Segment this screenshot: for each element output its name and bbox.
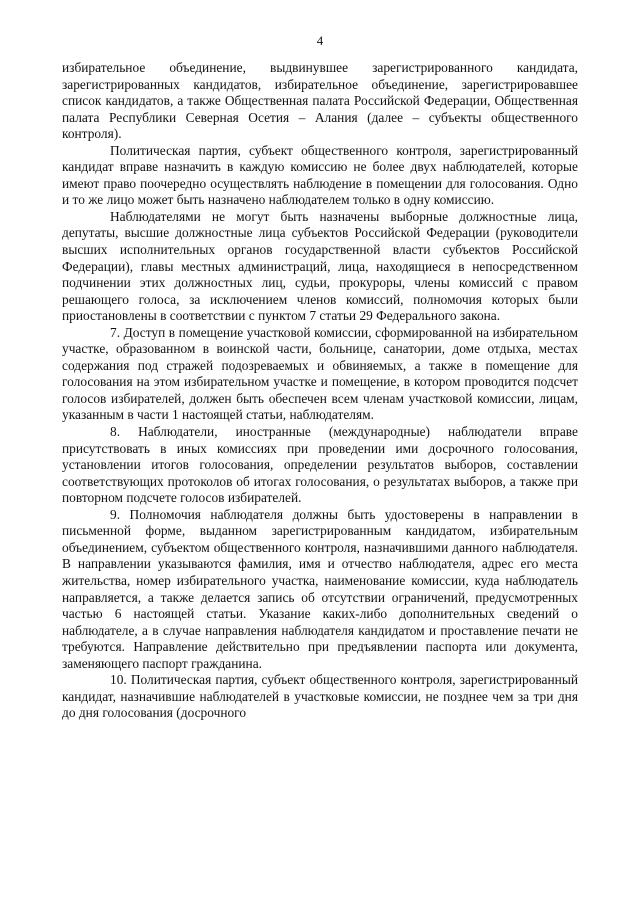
paragraph-observer-restrictions: Наблюдателями не могут быть назначены выборные должностные лица, депутаты, высшие должностные лица субъектов Российской Федерации (руководители высших исполнительных органов государственной власти субъектов Российской Федерации), главы местных администраций, лица, находящиеся в непосредственном подчинении этих должностных лиц, судьи, прокуроры, члены комиссий с правом решающего голоса, за исключением членов комиссий, полномочия которых были приостановлены в соответствии с пунктом 7 статьи 29 Федерального закона. (62, 208, 578, 324)
document-body (62, 60, 578, 722)
paragraph-observer-appointment: Политическая партия, субъект общественного контроля, зарегистрированный кандидат вправе назначить в каждую комиссию не более двух наблюдателей, которые имеют право поочередно осуществлять наблюдение в помещении для голосования. Одно и то же лицо может быть назначено наблюдателем только в одну комиссию. (62, 142, 578, 208)
paragraph-continuation: избирательное объединение, выдвинувшее зарегистрированного кандидата, зарегистрированных кандидатов, избирательное объединение, зарегистрировавшее список кандидатов, а также Общественная палата Российской Федерации, Общественная палата Республики Северная Осетия – Алания (далее – субъекты общественного контроля). (62, 60, 578, 142)
paragraph-item-10: 10. Политическая партия, субъект общественного контроля, зарегистрированный кандидат, назначившие наблюдателей в участковые комиссии, не позднее чем за три дня до дня голосования (досрочного (62, 672, 578, 721)
page-number: 4 (316, 33, 324, 48)
paragraph-item-9: 9. Полномочия наблюдателя должны быть удостоверены в направлении в письменной форме, выданном зарегистрированным кандидатом, избирательным объединением, субъектом общественного контроля, назначившими данного наблюдателя. В направлении указываются фамилия, имя и отчество наблюдателя, адрес его места жительства, номер избирательного участка, наименование комиссии, куда наблюдатель направляется, а также делается запись об отсутствии ограничений, предусмотренных частью 6 настоящей статьи. Указание каких-либо дополнительных сведений о наблюдателе, а в случае направления наблюдателя кандидатом и проставление печати не требуются. Направление действительно при предъявлении паспорта или документа, заменяющего паспорт гражданина. (62, 506, 578, 671)
paragraph-item-8: 8. Наблюдатели, иностранные (международные) наблюдатели вправе присутствовать в иных комиссиях при проведении ими досрочного голосования, установлении итогов голосования, определении результатов выборов, составлении соответствующих протоколов об итогах голосования, о результатах выборов, а также при повторном подсчете голосов избирателей. (62, 424, 578, 506)
paragraph-item-7: 7. Доступ в помещение участковой комиссии, сформированной на избирательном участке, образованном в воинской части, больнице, санатории, доме отдыха, местах содержания под стражей подозреваемых и обвиняемых, а также в помещение для голосования на этом избирательном участке и помещение, в котором проводится подсчет голосов избирателей, должен быть обеспечен всем членам участковой комиссии, лицам, указанным в части 1 настоящей статьи, наблюдателям. (62, 324, 578, 423)
